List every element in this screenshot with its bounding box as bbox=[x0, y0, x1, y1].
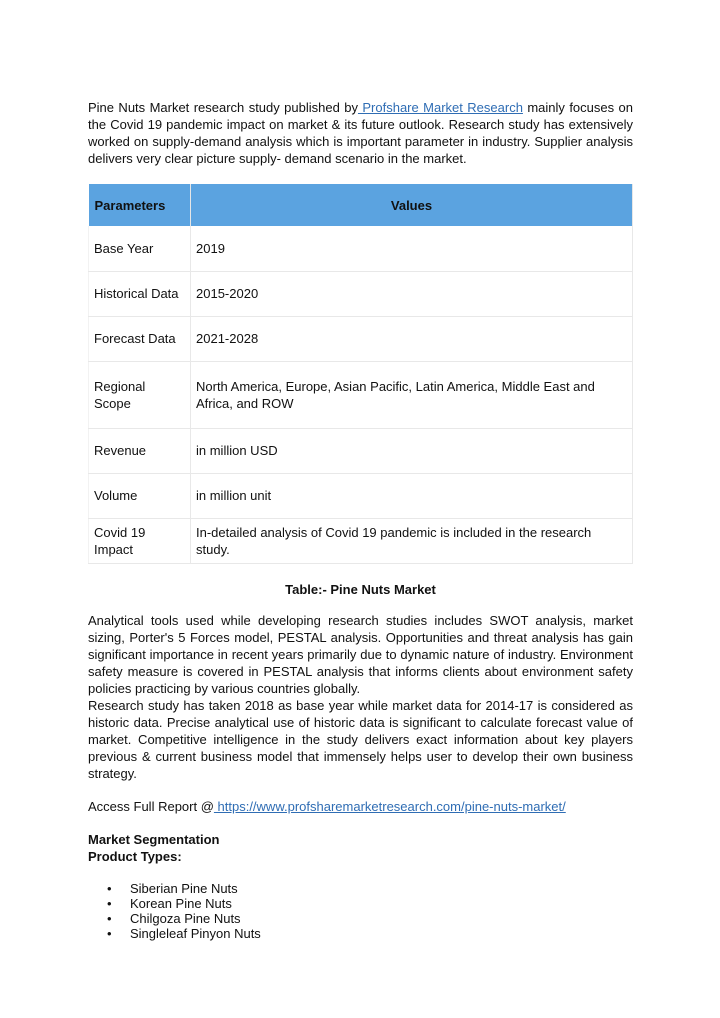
param-cell: Revenue bbox=[89, 428, 191, 473]
access-report-line bbox=[88, 798, 633, 815]
value-cell: 2021-2028 bbox=[191, 316, 633, 361]
table-row bbox=[89, 518, 633, 563]
list-item: • Siberian Pine Nuts bbox=[130, 881, 633, 896]
value-cell: 2015-2020 bbox=[191, 271, 633, 316]
param-cell: Historical Data bbox=[89, 271, 191, 316]
parameters-table bbox=[88, 184, 633, 564]
table-row bbox=[89, 361, 633, 428]
header-parameters: Parameters bbox=[89, 184, 191, 226]
param-cell: Regional Scope bbox=[89, 361, 191, 428]
param-cell: Covid 19 Impact bbox=[89, 518, 191, 563]
intro-text-start: Pine Nuts Market research study published by bbox=[88, 100, 358, 115]
table-row bbox=[89, 316, 633, 361]
segmentation-heading: Market Segmentation bbox=[88, 831, 220, 847]
intro-paragraph bbox=[88, 99, 633, 167]
product-types-list bbox=[88, 881, 633, 941]
product-types-heading: Product Types: bbox=[88, 848, 182, 864]
table-row bbox=[89, 473, 633, 518]
analysis-paragraph: Analytical tools used while developing research studies includes SWOT analysis, market sizing, Porter's 5 Forces model, PESTAL analysis. Opportunities and threat analysis has gain significant importance in recent years primarily due to dynamic nature of industry. Environment safety measure is covered in PESTAL analysis that informs clients about environment safety policies practicing by various countries globally. bbox=[88, 612, 633, 696]
document-content bbox=[88, 99, 633, 941]
list-item: • Chilgoza Pine Nuts bbox=[130, 911, 633, 926]
param-cell: Forecast Data bbox=[89, 316, 191, 361]
full-report-link[interactable]: https://www.profsharemarketresearch.com/pine-nuts-market/ bbox=[213, 798, 566, 814]
list-item: • Singleleaf Pinyon Nuts bbox=[130, 926, 633, 941]
value-cell: North America, Europe, Asian Pacific, Latin America, Middle East and Africa, and ROW bbox=[191, 361, 633, 428]
value-cell: In-detailed analysis of Covid 19 pandemic is included in the research study. bbox=[191, 518, 633, 563]
table-row bbox=[89, 428, 633, 473]
table-row bbox=[89, 226, 633, 271]
value-cell: in million USD bbox=[191, 428, 633, 473]
intro-text-end: mainly focuses on the Covid 19 pandemic impact on market & its future outlook. Research study has extensively worked on supply-demand analysis which is important parameter in industry. Supplier analysis delivers very clear picture supply- demand scenario in the market. bbox=[88, 100, 633, 166]
param-cell: Base Year bbox=[89, 226, 191, 271]
access-label: Access Full Report @ bbox=[88, 798, 214, 814]
base-year-paragraph: Research study has taken 2018 as base year while market data for 2014-17 is considered as historic data. Precise analytical use of historic data is significant to calculate forecast value of market. Competitive intelligence in the study delivers exact information about key players previous & current business model that immensely helps user to develop their own business strategy. bbox=[88, 697, 633, 781]
profshare-link[interactable]: Profshare Market Research bbox=[357, 100, 523, 115]
table-caption: Table:- Pine Nuts Market bbox=[285, 581, 436, 597]
header-values: Values bbox=[191, 184, 633, 226]
table-row bbox=[89, 271, 633, 316]
list-item: • Korean Pine Nuts bbox=[130, 896, 633, 911]
param-cell: Volume bbox=[89, 473, 191, 518]
value-cell: 2019 bbox=[191, 226, 633, 271]
value-cell: in million unit bbox=[191, 473, 633, 518]
